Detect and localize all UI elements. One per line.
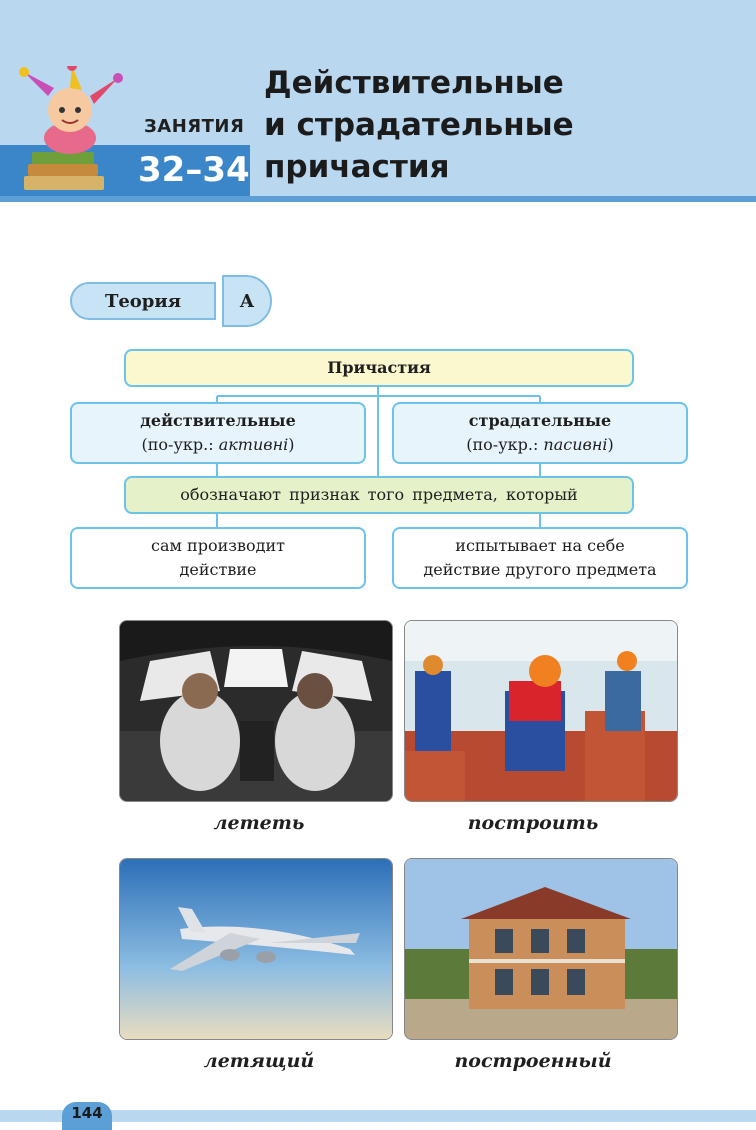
active-result-line: действие (179, 560, 257, 579)
active-result-box (70, 527, 366, 589)
lesson-label: ЗАНЯТИЯ (144, 116, 245, 137)
active-result-line: сам производит (151, 536, 285, 555)
diagram-root-label: Причастия (327, 358, 431, 377)
photo-pilots-cockpit (119, 620, 393, 802)
definition-box (124, 476, 634, 514)
active-note-prefix: (по-укр.: (141, 435, 219, 454)
caption-built: построенный (454, 1050, 612, 1072)
photo-airplane (119, 858, 393, 1040)
theory-label: Теория (70, 282, 216, 320)
title-line: Действительные (264, 65, 564, 101)
definition-text: обозначают признак того предмета, который (180, 485, 578, 504)
title-line: причастия (264, 149, 450, 185)
photo-builders (404, 620, 678, 802)
caption-flying: летящий (203, 1050, 315, 1072)
passive-result-line: испытывает на себе (455, 536, 625, 555)
passive-note (466, 433, 614, 457)
passive-result-box (392, 527, 688, 589)
passive-note-prefix: (по-укр.: (466, 435, 544, 454)
title-line: и страдательные (264, 107, 574, 143)
active-note-term: активні (218, 435, 289, 454)
passive-note-term: пасивні (543, 435, 608, 454)
passive-result-line: действие другого предмета (423, 560, 657, 579)
photo-house (404, 858, 678, 1040)
footer-bar (0, 1110, 756, 1122)
diagram-root-box (124, 349, 634, 387)
caption-fly: лететь (213, 812, 305, 834)
passive-participle-box (392, 402, 688, 464)
theory-letter: А (222, 275, 272, 327)
passive-note-suffix: ) (607, 435, 614, 454)
active-note (142, 433, 295, 457)
active-participle-box (70, 402, 366, 464)
caption-build: построить (467, 812, 599, 834)
lesson-numbers: 32–34 (138, 150, 250, 190)
passive-title: страдательные (468, 411, 612, 430)
active-note-suffix: ) (288, 435, 295, 454)
page-number: 144 (62, 1102, 112, 1130)
active-title: действительные (140, 411, 296, 430)
